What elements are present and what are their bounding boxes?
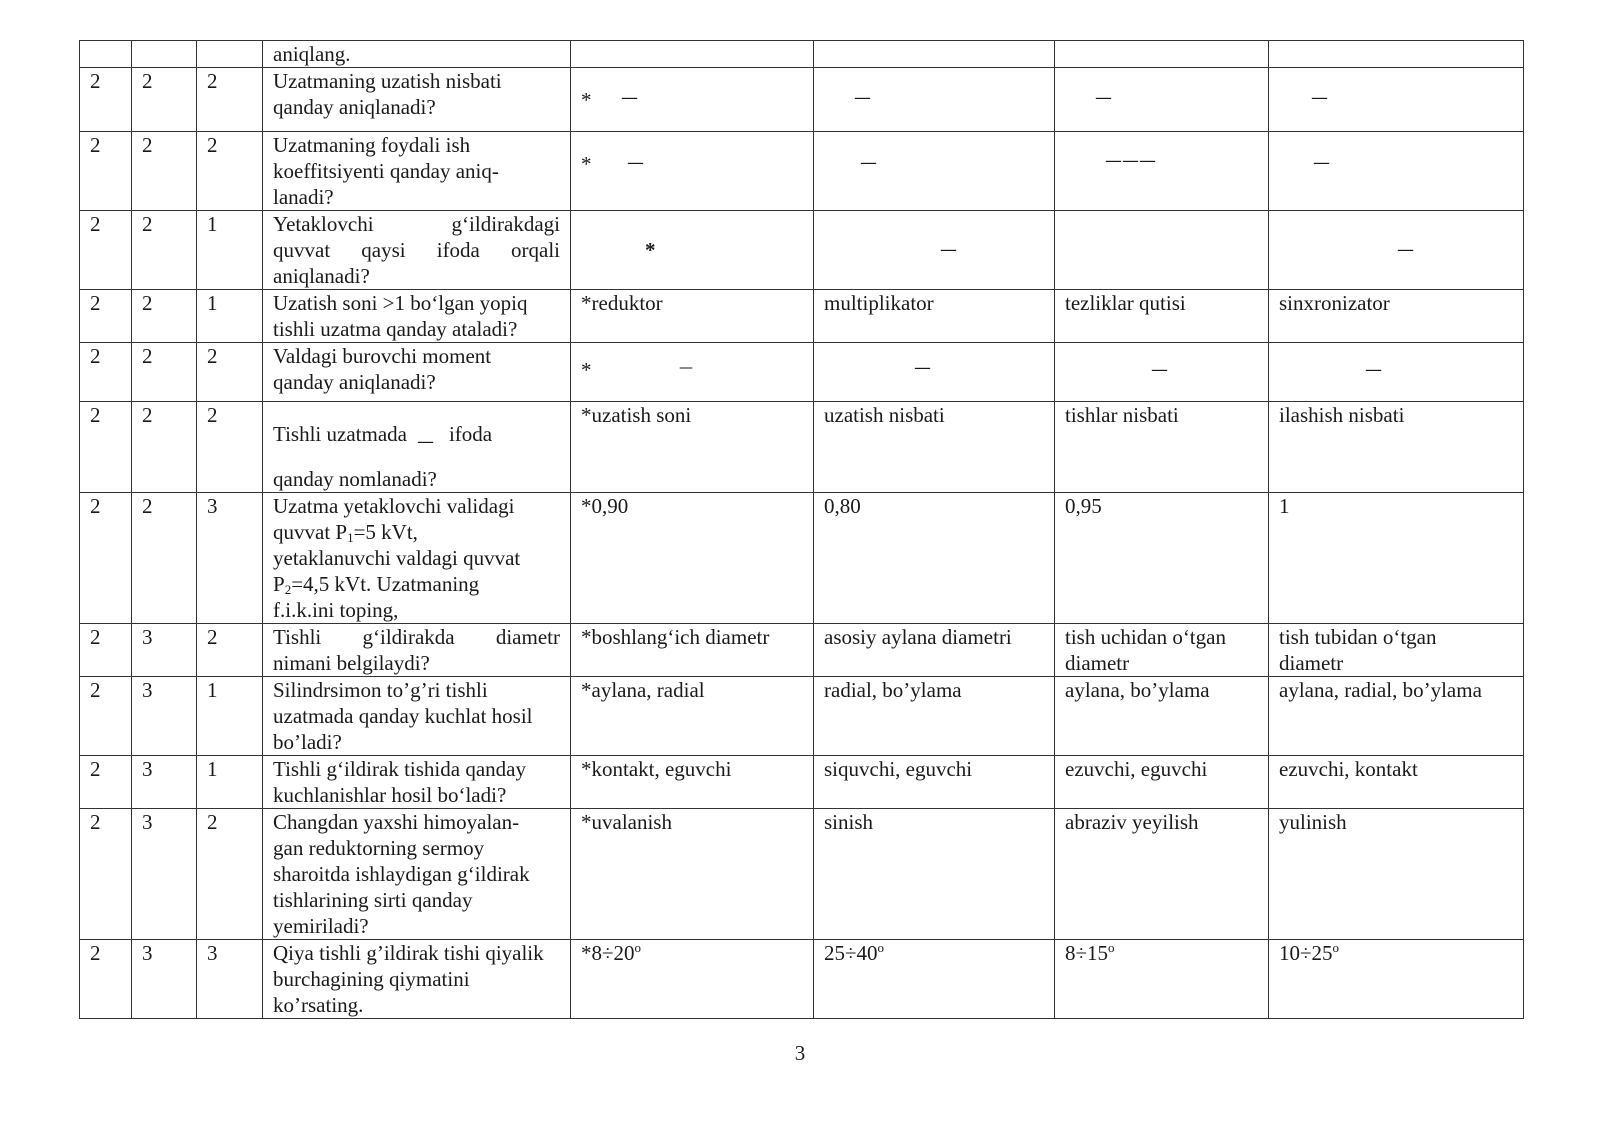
level-cell: 2 [80, 493, 132, 624]
question-cell: Uzatma yetaklovchi validagi quvvat $P_1=5$ kVt, yetaklanuvchi valdagi quvvat $P_2=4,5$ kVt. Uzatmaning f.i.k.ini toping, [263, 493, 571, 624]
difficulty-cell: 1 [197, 756, 263, 809]
difficulty-cell: 2 [197, 343, 263, 402]
question-cell: Tishli g‘ildirakda diametr nimani belgilaydi? [263, 624, 571, 677]
difficulty-cell: 3 [197, 940, 263, 1019]
option-4-cell [1269, 132, 1524, 211]
table-row [80, 290, 1524, 343]
table-row [80, 624, 1524, 677]
option-1-cell: *aylana, radial [571, 677, 814, 756]
section-cell: 2 [132, 402, 197, 493]
question-cell: Tishli g‘ildirak tishida qanday kuchlanishlar hosil bo‘ladi? [263, 756, 571, 809]
section-cell: 3 [132, 940, 197, 1019]
option-2-cell [814, 68, 1055, 132]
section-cell: 2 [132, 290, 197, 343]
formula-fraction-bar: — [679, 360, 693, 376]
level-cell: 2 [80, 132, 132, 211]
formula-fraction-bar: — [940, 240, 957, 260]
questions-table [79, 40, 1524, 1019]
level-cell: 2 [80, 343, 132, 402]
question-cell: Yetaklovchi g‘ildirakdagi quvvat qaysi ifoda orqali aniqlanadi? [263, 211, 571, 290]
formula-fraction-bar: — [854, 88, 871, 108]
table-row [80, 677, 1524, 756]
section-cell: 2 [132, 211, 197, 290]
section-cell: 3 [132, 624, 197, 677]
option-4-cell [1269, 211, 1524, 290]
formula-fraction-bar: — [1365, 360, 1382, 380]
option-2-cell [814, 343, 1055, 402]
option-1-cell [571, 211, 814, 290]
level-cell: 2 [80, 68, 132, 132]
level-cell: 2 [80, 211, 132, 290]
table-row [80, 402, 1524, 493]
formula-fraction-bar: — [1397, 240, 1414, 260]
section-cell: 3 [132, 809, 197, 940]
option-1-cell [571, 68, 814, 132]
level-cell: 2 [80, 756, 132, 809]
option-1-cell [571, 41, 814, 68]
section-cell: 3 [132, 756, 197, 809]
formula-fraction-bar: — [1311, 88, 1328, 108]
option-3-cell: ezuvchi, eguvchi [1055, 756, 1269, 809]
option-4-cell: tish tubidan o‘tgan diametr [1269, 624, 1524, 677]
option-3-cell: $8\div 15^o$ [1055, 940, 1269, 1019]
option-1-cell: *uzatish soni [571, 402, 814, 493]
difficulty-cell: 1 [197, 211, 263, 290]
option-2-cell: sinish [814, 809, 1055, 940]
table-row [80, 132, 1524, 211]
level-cell: 2 [80, 402, 132, 493]
section-cell: 2 [132, 68, 197, 132]
option-4-cell: yulinish [1269, 809, 1524, 940]
table-row [80, 940, 1524, 1019]
table-row [80, 211, 1524, 290]
difficulty-cell: 2 [197, 68, 263, 132]
formula-fraction-bar: — [914, 358, 931, 378]
option-3-cell: tish uchidan o‘tgan diametr [1055, 624, 1269, 677]
formula-fraction-bar: — [627, 153, 644, 173]
option-1-cell: *reduktor [571, 290, 814, 343]
level-cell: 2 [80, 290, 132, 343]
option-1-cell: *0,90 [571, 493, 814, 624]
correct-marker: * [581, 152, 592, 176]
question-cell: Valdagi burovchi moment qanday aniqlanadi? [263, 343, 571, 402]
question-cell: Uzatmaning uzatish nisbati qanday aniqlanadi? [263, 68, 571, 132]
option-2-cell [814, 41, 1055, 68]
correct-marker: * [645, 238, 656, 262]
question-cell: Tishli uzatmada — ifoda qanday nomlanadi? [263, 402, 571, 493]
option-3-cell: tishlar nisbati [1055, 402, 1269, 493]
option-1-cell: $*8\div 20^o$ [571, 940, 814, 1019]
table-row [80, 493, 1524, 624]
option-4-cell: $10\div 25^o$ [1269, 940, 1524, 1019]
option-3-cell: 0,95 [1055, 493, 1269, 624]
table-row [80, 809, 1524, 940]
formula-fraction-bar: ——— [1105, 151, 1156, 171]
option-4-cell [1269, 41, 1524, 68]
difficulty-cell: 2 [197, 402, 263, 493]
table-row [80, 756, 1524, 809]
option-2-cell: siquvchi, eguvchi [814, 756, 1055, 809]
question-cell: Uzatmaning foydali ish koeffitsiyenti qanday aniq- lanadi? [263, 132, 571, 211]
difficulty-cell: 1 [197, 677, 263, 756]
option-4-cell: ilashish nisbati [1269, 402, 1524, 493]
level-cell: 2 [80, 677, 132, 756]
option-1-cell [571, 343, 814, 402]
option-1-cell: *boshlang‘ich diametr [571, 624, 814, 677]
option-2-cell [814, 211, 1055, 290]
option-2-cell: asosiy aylana diametri [814, 624, 1055, 677]
page-number: 3 [794, 1041, 806, 1065]
option-3-cell [1055, 211, 1269, 290]
question-cell: Changdan yaxshi himoyalan- gan reduktorning sermoy sharoitda ishlaydigan g‘ildirak tishlarining sirti qanday yemiriladi? [263, 809, 571, 940]
formula-fraction-bar: — [1095, 88, 1112, 108]
section-cell: 2 [132, 493, 197, 624]
option-3-cell [1055, 68, 1269, 132]
correct-marker: * [581, 88, 592, 112]
option-2-cell: 0,80 [814, 493, 1055, 624]
option-3-cell: aylana, bo’ylama [1055, 677, 1269, 756]
level-cell: 2 [80, 809, 132, 940]
option-2-cell: multiplikator [814, 290, 1055, 343]
option-3-cell [1055, 41, 1269, 68]
question-cell: Silindrsimon to’g’ri tishli uzatmada qanday kuchlat hosil bo’ladi? [263, 677, 571, 756]
option-2-cell [814, 132, 1055, 211]
level-cell: 2 [80, 624, 132, 677]
option-4-cell: aylana, radial, bo’ylama [1269, 677, 1524, 756]
option-1-cell [571, 132, 814, 211]
formula-fraction-bar: — [860, 153, 877, 173]
option-3-cell: tezliklar qutisi [1055, 290, 1269, 343]
difficulty-cell: 3 [197, 493, 263, 624]
correct-marker: * [581, 358, 592, 382]
question-cell: aniqlang. [263, 41, 571, 68]
section-cell: 2 [132, 132, 197, 211]
option-2-cell: $25\div 40^o$ [814, 940, 1055, 1019]
option-4-cell [1269, 343, 1524, 402]
option-4-cell: 1 [1269, 493, 1524, 624]
question-cell: Qiya tishli g’ildirak tishi qiyalik burchagining qiymatini ko’rsating. [263, 940, 571, 1019]
section-cell [132, 41, 197, 68]
level-cell: 2 [80, 940, 132, 1019]
option-4-cell: ezuvchi, kontakt [1269, 756, 1524, 809]
difficulty-cell: 1 [197, 290, 263, 343]
difficulty-cell: 2 [197, 624, 263, 677]
option-3-cell [1055, 343, 1269, 402]
difficulty-cell: 2 [197, 809, 263, 940]
option-4-cell: sinxronizator [1269, 290, 1524, 343]
formula-fraction-bar: — [416, 432, 434, 452]
option-1-cell: *kontakt, eguvchi [571, 756, 814, 809]
option-2-cell: radial, bo’ylama [814, 677, 1055, 756]
option-4-cell [1269, 68, 1524, 132]
formula-fraction-bar: — [1151, 360, 1168, 380]
option-3-cell: abraziv yeyilish [1055, 809, 1269, 940]
option-1-cell: *uvalanish [571, 809, 814, 940]
table-row [80, 343, 1524, 402]
level-cell [80, 41, 132, 68]
option-2-cell: uzatish nisbati [814, 402, 1055, 493]
section-cell: 3 [132, 677, 197, 756]
difficulty-cell: 2 [197, 132, 263, 211]
table-row [80, 41, 1524, 68]
question-cell: Uzatish soni >1 bo‘lgan yopiq tishli uzatma qanday ataladi? [263, 290, 571, 343]
section-cell: 2 [132, 343, 197, 402]
option-3-cell [1055, 132, 1269, 211]
formula-fraction-bar: — [1313, 153, 1330, 173]
difficulty-cell [197, 41, 263, 68]
formula-fraction-bar: — [621, 88, 638, 108]
table-row [80, 68, 1524, 132]
